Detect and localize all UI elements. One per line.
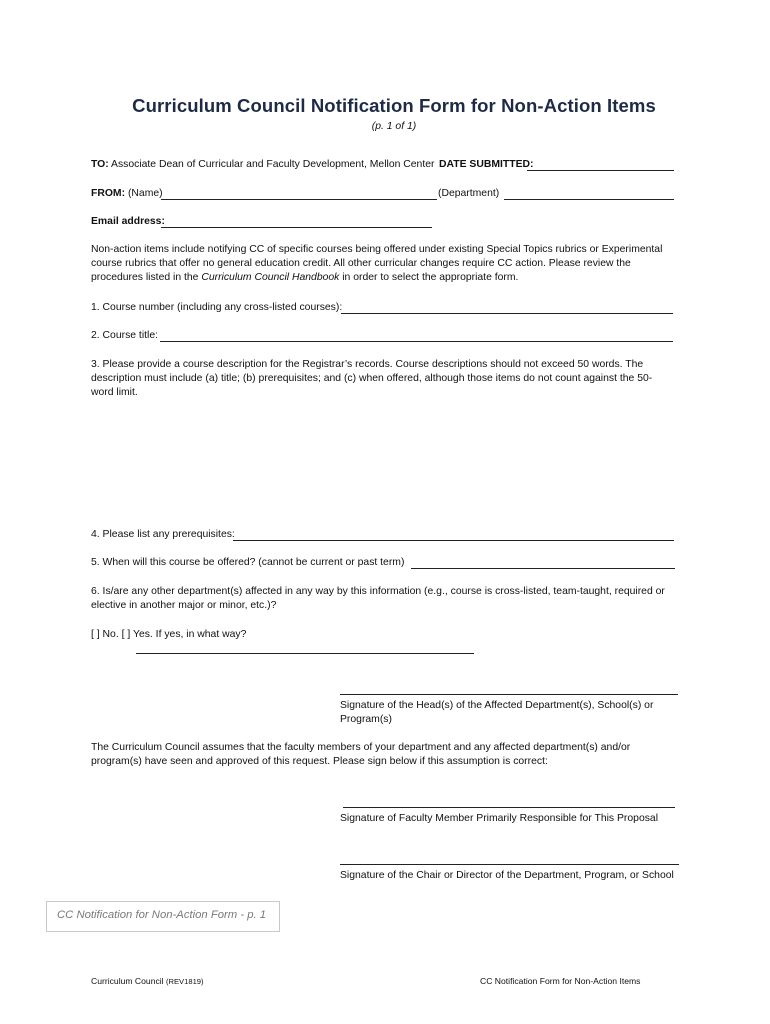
page-title: Curriculum Council Notification Form for Non-Action Items <box>132 95 656 116</box>
page-note: (p. 1 of 1) <box>371 121 417 132</box>
chair-signature-label: Signature of the Chair or Director of the Department, Program, or School <box>340 870 674 881</box>
email-label: Email address: <box>91 216 165 227</box>
date-submitted-label: DATE SUBMITTED: <box>439 159 534 170</box>
question-1-label: 1. Course number (including any cross-listed courses): <box>91 302 343 313</box>
question-3-text: 3. Please provide a course description for the Registrar’s records. Course descriptions should not exceed 50 words. The description must include (a) title; (b) prerequisites; and (c) when offered, although those items do not count against the 50-word limit. <box>91 359 653 399</box>
term-offered-field[interactable] <box>411 568 675 569</box>
from-name-label: (Name) <box>127 188 163 199</box>
from-department-field[interactable] <box>504 199 674 200</box>
date-submitted-field[interactable] <box>527 170 674 171</box>
question-6-text: 6. Is/are any other department(s) affected in any way by this information (e.g., course is cross-listed, team-taught, required or elective in another major or minor, etc.)? <box>91 586 665 612</box>
course-number-field[interactable] <box>341 313 673 314</box>
from-row <box>91 187 163 201</box>
affected-heads-signature-field[interactable] <box>340 694 678 695</box>
from-name-field[interactable] <box>161 199 437 200</box>
to-value: Associate Dean of Curricular and Faculty Development, Mellon Center <box>111 159 435 170</box>
affected-heads-signature-label: Signature of the Head(s) of the Affected Department(s), School(s) or Program(s) <box>340 700 654 726</box>
intro-paragraph: Non-action items include notifying CC of specific courses being offered under existing Special Topics rubrics or Experimental course rubrics that offer no general education credit. All other curricular changes require CC action. Please review the procedures listed in the Curriculum Council Handbook in order to select the appropriate form. <box>91 244 663 284</box>
question-5-label: 5. When will this course be offered? (cannot be current or past term) <box>91 557 405 568</box>
footer-revision: (REV1819) <box>165 977 204 986</box>
course-title-field[interactable] <box>160 341 673 342</box>
affected-explanation-field[interactable] <box>136 653 474 654</box>
question-2-label: 2. Course title: <box>91 330 158 341</box>
affected-options[interactable]: [ ] No. [ ] Yes. If yes, in what way? <box>91 629 247 640</box>
course-description-area[interactable] <box>91 405 675 515</box>
from-label: FROM: <box>91 188 126 199</box>
to-label: TO: <box>91 159 109 170</box>
prerequisites-field[interactable] <box>233 540 674 541</box>
email-field[interactable] <box>161 227 432 228</box>
question-4-label: 4. Please list any prerequisites: <box>91 529 235 540</box>
faculty-signature-label: Signature of Faculty Member Primarily Responsible for This Proposal <box>340 813 659 824</box>
chair-signature-field[interactable] <box>340 864 679 865</box>
from-department-label: (Department) <box>438 188 500 199</box>
page-label-box <box>46 901 280 932</box>
assumption-paragraph: The Curriculum Council assumes that the faculty members of your department and any affected department(s) and/or program(s) have seen and approved of this request. Please sign below if this assumption is correct: <box>91 742 631 768</box>
footer-right: CC Notification Form for Non-Action Items <box>480 976 641 986</box>
to-row <box>91 158 434 172</box>
handbook-title: Curriculum Council Handbook <box>201 272 340 284</box>
faculty-signature-field[interactable] <box>343 807 675 808</box>
page-label-text: CC Notification for Non-Action Form - p. 1 <box>57 909 267 921</box>
footer-left: Curriculum Council (REV1819) <box>91 976 204 986</box>
